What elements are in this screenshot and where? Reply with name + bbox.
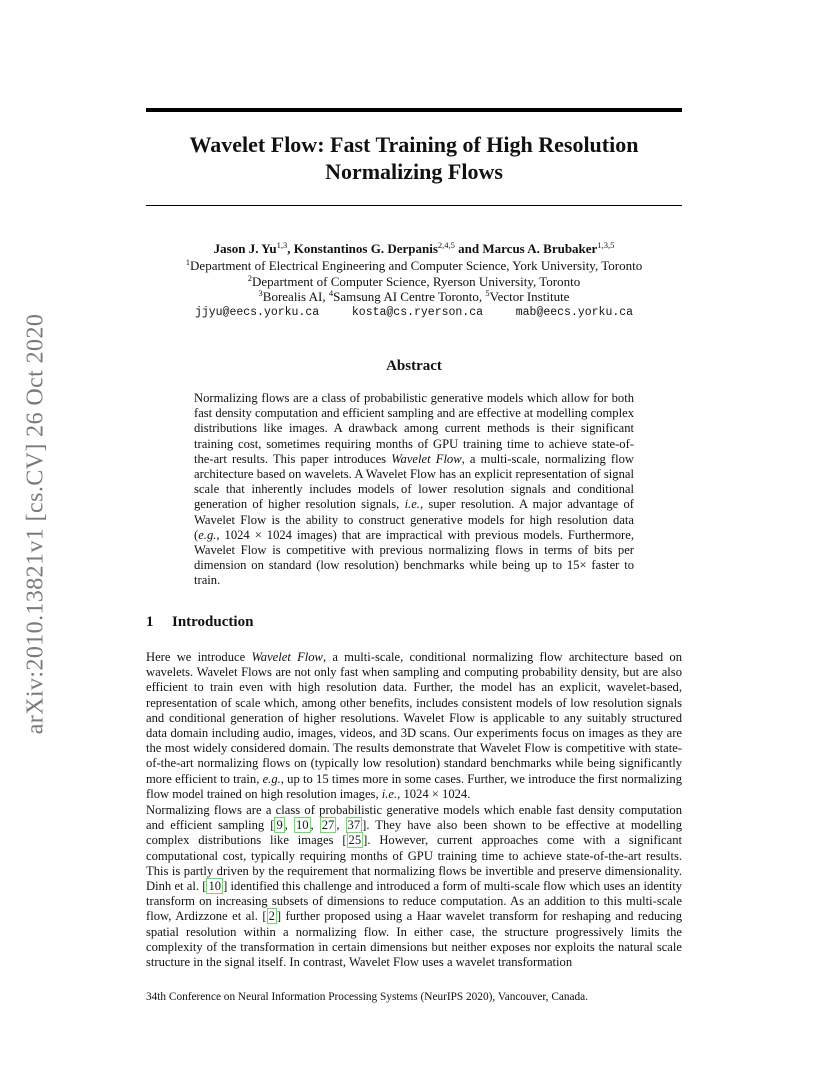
author-affil-sup: 1,3,5 <box>597 240 615 250</box>
affil-sup: 3 <box>258 288 263 298</box>
affil-text: Department of Electrical Engineering and Computer Science, York University, Toronto <box>190 258 643 273</box>
affil-sup: 2 <box>247 272 253 283</box>
paragraph-text: ]. They have also been shown to be effective at modelling complex distributions like images [ <box>146 818 682 848</box>
author-affil-sup: 1,3 <box>276 240 288 250</box>
paragraph-text: ] further proposed using a Haar wavelet transform for reshaping and reducing spatial resolution within a normalizing flow. In either case, the structure progressively limits the complexity of the transformation in certain dimensions but neither exposes nor exploits the natural scale structure in the signal itself. In contrast, Wavelet Flow uses a wavelet transformation <box>146 909 682 970</box>
citation-link[interactable]: 2 <box>268 909 275 924</box>
citation-link[interactable]: 25 <box>348 833 362 848</box>
abstract-emphasis: i.e. <box>404 497 420 512</box>
author-affil-sup: 2,4,5 <box>437 240 455 250</box>
paragraph-text: , a multi-scale, conditional normalizing flow architecture based on wavelets. Wavelet Flows are not only fast when sampling and computing probability density, but are also efficient to train even with high resolution data. Further, the model has an explicit, wavelet-based, representation of scale which, among other benefits, includes consistent models of low resolution signals and conditional generation of higher resolutions. Wavelet Flow is applicable to any suitably structured data domain including audio, images, videos, and 3D scans. Our experiments focus on images as they are the most widely considered domain. The results demonstrate that Wavelet Flow is competitive with state-of-the-art normalizing flows on (typically low resolution) standard benchmarks while being significantly more efficient to train, <box>146 650 682 786</box>
intro-paragraph-1 <box>146 650 682 802</box>
paragraph-text: , 1024 × 1024. <box>397 786 471 801</box>
citation-link[interactable]: 9 <box>276 818 283 833</box>
section-heading-introduction <box>146 614 253 631</box>
affil-text: Vector Institute <box>489 289 570 304</box>
paragraph-emphasis: e.g. <box>262 771 281 786</box>
abstract-text: , super resolution. A major advantage of Wavelet Flow is the ability to construct generative models for high resolution data ( <box>194 497 634 542</box>
title-line-1: Wavelet Flow: Fast Training of High Resolution <box>189 132 639 157</box>
author-name: and Marcus A. Brubaker <box>454 241 598 256</box>
title-line-2: Normalizing Flows <box>325 159 503 184</box>
paragraph-text: Normalizing flows are a class of probabilistic generative models which enable fast density computation and efficient sampling [ <box>146 803 682 833</box>
author-name: Jason J. Yu <box>213 241 277 256</box>
title-top-rule <box>146 108 682 112</box>
paragraph-text: , up to 15 times more in some cases. Further, we introduce the first normalizing flow model trained on high resolution images, <box>146 771 682 801</box>
abstract-emphasis: e.g. <box>198 527 217 542</box>
paragraph-emphasis: Wavelet Flow <box>251 650 323 664</box>
affil-text: Samsung AI Centre Toronto, <box>333 289 486 304</box>
email-link[interactable]: mab@eecs.yorku.ca <box>515 306 634 319</box>
author-list <box>146 241 682 256</box>
citation-link[interactable]: 10 <box>295 818 309 833</box>
paragraph-emphasis: i.e. <box>381 786 398 801</box>
affil-text: Borealis AI, <box>262 289 329 304</box>
abstract-body <box>194 391 634 589</box>
paragraph-text: ]. However, current approaches come with a significant computational cost, typically requiring months of GPU training time to achieve state-of-the-art results. This is partly driven by the requirement that normalizing flows be invertible and preserve dimensionality. Dinh et al. [ <box>146 833 682 894</box>
email-link[interactable]: kosta@cs.ryerson.ca <box>351 306 484 319</box>
affil-sup: 1 <box>185 257 191 267</box>
paragraph-text: ] identified this challenge and introduced a form of multi-scale flow which uses an identity transform on increasing subsets of dimensions to reduce computation. As an addition to this multi-scale flow, Ardizzone et al. [ <box>146 879 682 924</box>
section-number: 1 <box>146 614 154 630</box>
citation-link[interactable]: 37 <box>347 818 361 833</box>
citation-link[interactable]: 10 <box>208 879 222 894</box>
abstract-heading: Abstract <box>386 358 442 374</box>
affiliation-2 <box>146 274 682 289</box>
author-emails <box>146 305 682 320</box>
author-name: , Konstantinos G. Derpanis <box>287 241 438 256</box>
abstract-emphasis: Wavelet Flow <box>391 451 462 466</box>
intro-paragraph-2: Normalizing flows are a class of probabilistic generative models which enable fast density computation and efficient sampling [ 9 , 10 , 27 , 37 ]. They have also been shown to be effective at modelling complex distributions like images [ 25 ]. However, current approaches come with a significant computational cost, typically requiring months of GPU training time to achieve state-of-the-art results. This is partly driven by the requirement that normalizing flows be invertible and preserve dimensionality. Dinh et al. [ 10 ] identified this challenge and introduced a form of multi-scale flow which uses an identity transform on increasing subsets of dimensions to reduce computation. As an addition to this multi-scale flow, Ardizzone et al. [ 2 ] further proposed using a Haar wavelet transform for reshaping and reducing spatial resolution within a normalizing flow. In either case, the structure progressively limits the complexity of the transformation in certain dimensions but neither exposes nor exploits the natural scale structure in the signal itself. In contrast, Wavelet Flow uses a wavelet transformation <box>146 803 682 970</box>
affil-text: Department of Computer Science, Ryerson University, Toronto <box>252 273 581 289</box>
abstract-text: Normalizing flows are a class of probabilistic generative models which allow for both fast density computation and efficient sampling and are effective at modelling complex distributions like images. A drawback among current methods is their significant training cost, sometimes requiring months of GPU training time to achieve state-of-the-art results. This paper introduces <box>194 391 634 466</box>
abstract-text: , 1024 × 1024 images) that are impractical with previous models. Furthermore, Wavelet Flow is competitive with previous normalizing flows in terms of bits per dimension on standard (low resolution) benchmarks while being up to 15× faster to train. <box>194 527 634 588</box>
paper-title <box>146 131 682 185</box>
arxiv-side-stamp: arXiv:2010.13821v1 [cs.CV] 26 Oct 2020 <box>22 313 49 735</box>
title-bottom-rule <box>146 205 682 206</box>
affil-sup: 5 <box>485 288 490 298</box>
affil-sup: 4 <box>328 288 334 298</box>
email-link[interactable]: jjyu@eecs.yorku.ca <box>194 306 320 319</box>
conference-footer: 34th Conference on Neural Information Processing Systems (NeurIPS 2020), Vancouver, Canada. <box>146 991 589 1003</box>
section-title: Introduction <box>172 614 254 630</box>
affiliation-1 <box>146 258 682 273</box>
affiliation-3 <box>146 289 682 304</box>
paragraph-text: Here we introduce <box>146 650 252 664</box>
abstract-text: , a multi-scale, normalizing flow architecture based on wavelets. A Wavelet Flow has an explicit representation of signal scale that inherently includes models of lower resolution signals and conditional generation of higher resolution signals, <box>194 451 634 512</box>
citation-link[interactable]: 27 <box>321 818 335 833</box>
